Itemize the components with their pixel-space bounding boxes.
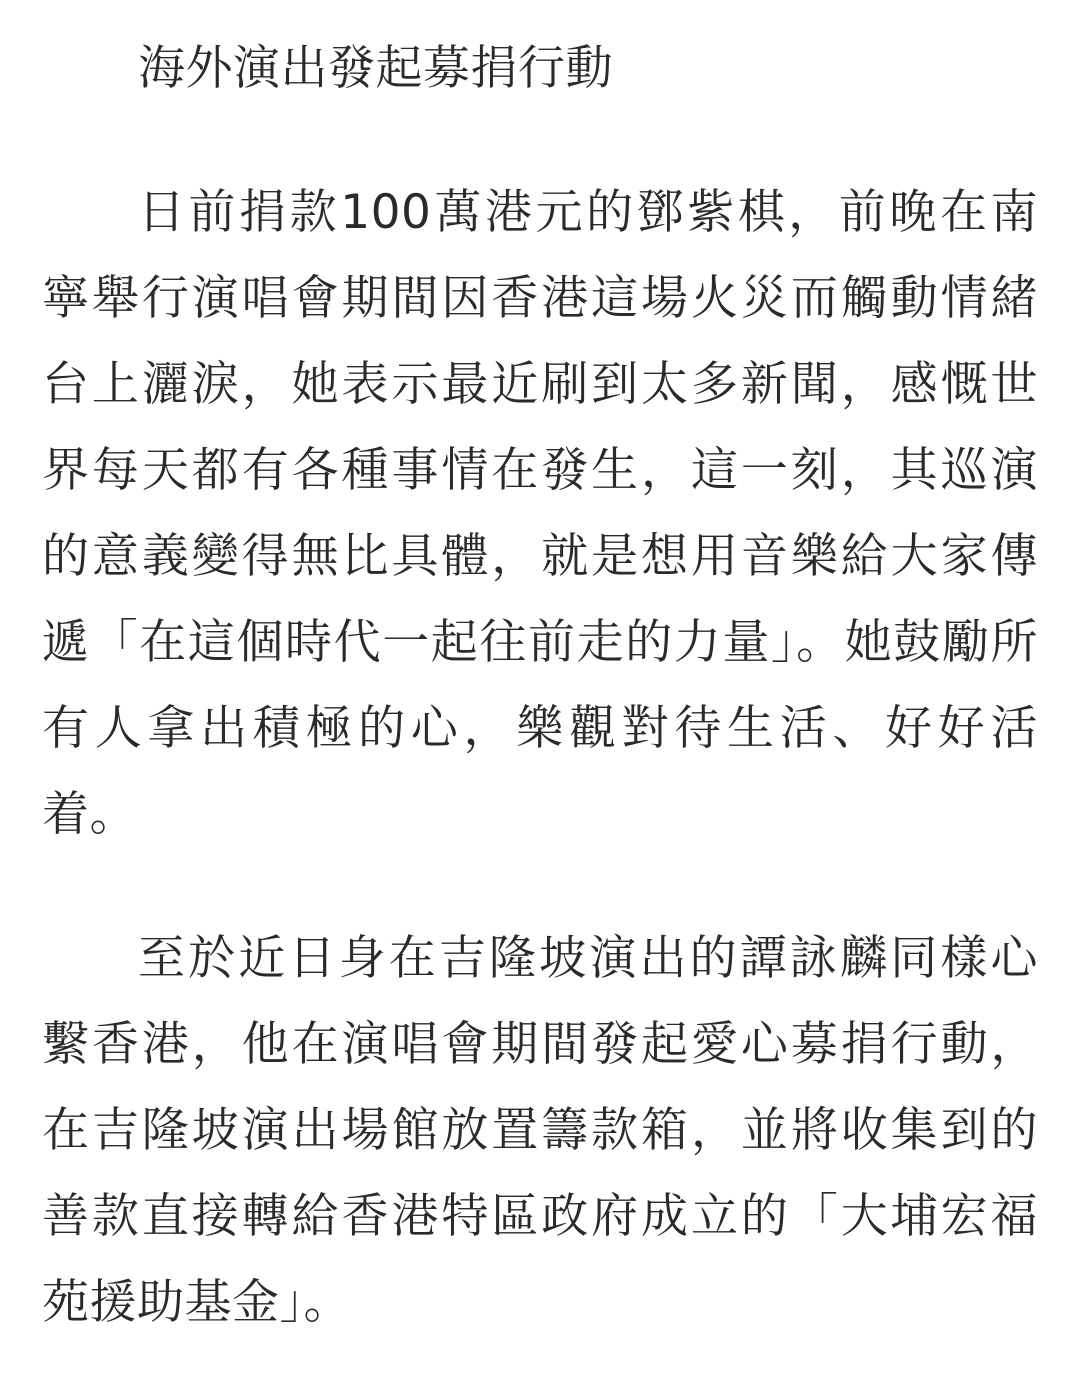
paragraph-2-line-3: 在吉隆坡演出場館放置籌款箱，並將收集到的 — [42, 1103, 1038, 1158]
paragraph-1-line-3: 台上灑淚，她表示最近刷到太多新聞，感慨世 — [42, 357, 1038, 412]
paragraph-2-line-5: 苑援助基金」。 — [42, 1275, 351, 1330]
paragraph-1-line-2: 寧舉行演唱會期間因香港這場火災而觸動情緒 — [42, 271, 1038, 326]
paragraph-2-line-4: 善款直接轉給香港特區政府成立的「大埔宏福 — [42, 1189, 1038, 1244]
paragraph-1-line-7: 有人拿出積極的心，樂觀對待生活、好好活 — [42, 701, 1038, 756]
paragraph-1-line-8: 着。 — [42, 787, 137, 842]
paragraph-2-line-2: 繫香港，他在演唱會期間發起愛心募捐行動， — [42, 1017, 1038, 1072]
paragraph-1-line-6: 遞「在這個時代一起往前走的力量」。她鼓勵所 — [42, 615, 1038, 670]
paragraph-2-line-1: 至於近日身在吉隆坡演出的譚詠麟同樣心 — [138, 931, 1038, 986]
paragraph-1-line-4: 界每天都有各種事情在發生，這一刻，其巡演 — [42, 443, 1038, 498]
section-heading: 海外演出發起募捐行動 — [138, 41, 613, 96]
paragraph-1-line-1: 日前捐款100萬港元的鄧紫棋，前晚在南 — [138, 185, 1038, 240]
paragraph-1-line-5: 的意義變得無比具體，就是想用音樂給大家傳 — [42, 529, 1038, 584]
